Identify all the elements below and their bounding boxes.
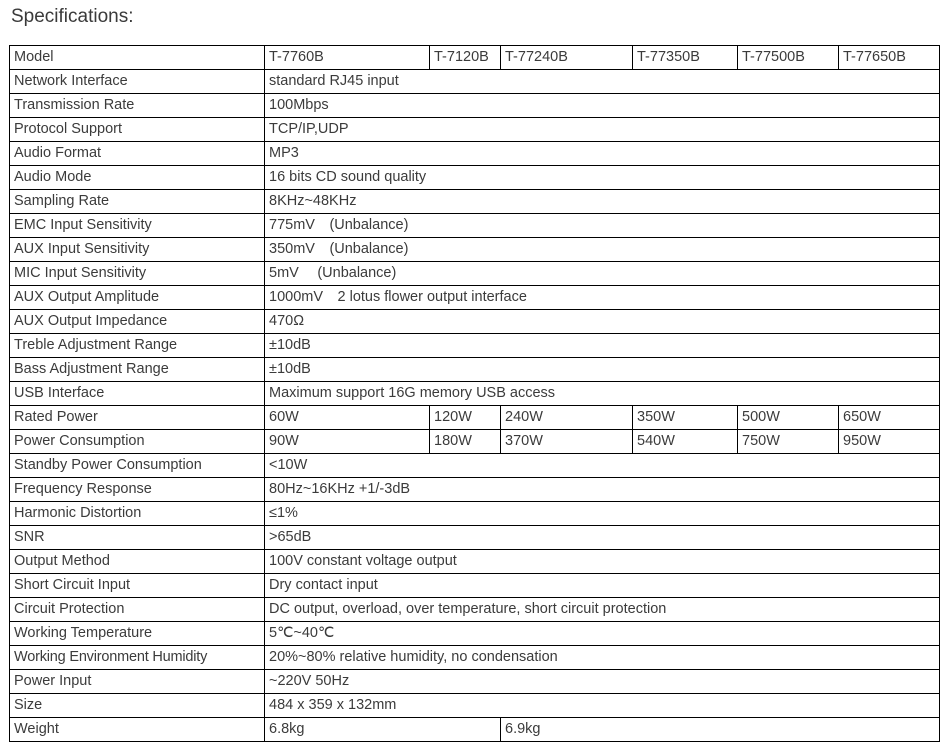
rated-power-cell-5: 500W (738, 406, 839, 430)
table-row-weight (10, 718, 940, 742)
table-row (10, 550, 940, 574)
table-row (10, 526, 940, 550)
table-row-rated-power (10, 406, 940, 430)
row-value: 1000mV 2 lotus flower output interface (265, 286, 940, 310)
table-row (10, 478, 940, 502)
table-row (10, 262, 940, 286)
row-label: EMC Input Sensitivity (10, 214, 265, 238)
row-value: 470Ω (265, 310, 940, 334)
table-row (10, 454, 940, 478)
table-row (10, 622, 940, 646)
row-label: Bass Adjustment Range (10, 358, 265, 382)
power-consumption-cell-6: 950W (839, 430, 940, 454)
row-value: ±10dB (265, 358, 940, 382)
row-value: Maximum support 16G memory USB access (265, 382, 940, 406)
row-label: Treble Adjustment Range (10, 334, 265, 358)
row-label: Network Interface (10, 70, 265, 94)
row-value: 775mV (Unbalance) (265, 214, 940, 238)
row-value: 100V constant voltage output (265, 550, 940, 574)
row-value: ±10dB (265, 334, 940, 358)
row-value: Dry contact input (265, 574, 940, 598)
row-label: Output Method (10, 550, 265, 574)
row-value: MP3 (265, 142, 940, 166)
row-label-power-consumption: Power Consumption (10, 430, 265, 454)
page-title: Specifications: (11, 6, 134, 27)
row-label: Audio Format (10, 142, 265, 166)
row-label: SNR (10, 526, 265, 550)
table-row (10, 358, 940, 382)
row-value: 16 bits CD sound quality (265, 166, 940, 190)
row-label: Transmission Rate (10, 94, 265, 118)
row-label: USB Interface (10, 382, 265, 406)
weight-cell-2: 6.9kg (501, 718, 940, 742)
row-label: AUX Output Impedance (10, 310, 265, 334)
row-label: AUX Input Sensitivity (10, 238, 265, 262)
rated-power-cell-6: 650W (839, 406, 940, 430)
row-label: Working Environment Humidity (10, 646, 265, 670)
row-value: standard RJ45 input (265, 70, 940, 94)
table-row (10, 214, 940, 238)
row-value: 484 x 359 x 132mm (265, 694, 940, 718)
specifications-table-body (10, 46, 940, 742)
row-label-rated-power: Rated Power (10, 406, 265, 430)
table-row (10, 166, 940, 190)
row-label-weight: Weight (10, 718, 265, 742)
row-label: Sampling Rate (10, 190, 265, 214)
model-cell-5: T-77500B (738, 46, 839, 70)
table-row (10, 94, 940, 118)
row-label: Power Input (10, 670, 265, 694)
row-value: ≤1% (265, 502, 940, 526)
table-row (10, 382, 940, 406)
row-label: Size (10, 694, 265, 718)
row-label: Audio Mode (10, 166, 265, 190)
row-label: Harmonic Distortion (10, 502, 265, 526)
model-cell-6: T-77650B (839, 46, 940, 70)
row-value: 100Mbps (265, 94, 940, 118)
rated-power-cell-4: 350W (633, 406, 738, 430)
table-row (10, 190, 940, 214)
table-row (10, 334, 940, 358)
row-label: Circuit Protection (10, 598, 265, 622)
table-row (10, 238, 940, 262)
model-cell-4: T-77350B (633, 46, 738, 70)
row-value: >65dB (265, 526, 940, 550)
row-label: MIC Input Sensitivity (10, 262, 265, 286)
row-value: 350mV (Unbalance) (265, 238, 940, 262)
row-value: DC output, overload, over temperature, short circuit protection (265, 598, 940, 622)
row-label-model: Model (10, 46, 265, 70)
row-value: 8KHz~48KHz (265, 190, 940, 214)
row-label: Standby Power Consumption (10, 454, 265, 478)
model-cell-3: T-77240B (501, 46, 633, 70)
table-row (10, 694, 940, 718)
table-row (10, 598, 940, 622)
table-row (10, 502, 940, 526)
table-row-model (10, 46, 940, 70)
row-value: 20%~80% relative humidity, no condensation (265, 646, 940, 670)
power-consumption-cell-1: 90W (265, 430, 430, 454)
table-row (10, 118, 940, 142)
row-label: Working Temperature (10, 622, 265, 646)
power-consumption-cell-4: 540W (633, 430, 738, 454)
rated-power-cell-2: 120W (430, 406, 501, 430)
weight-cell-1: 6.8kg (265, 718, 501, 742)
row-value: <10W (265, 454, 940, 478)
table-row-power-consumption (10, 430, 940, 454)
row-value: 5mV (Unbalance) (265, 262, 940, 286)
table-row (10, 670, 940, 694)
power-consumption-cell-5: 750W (738, 430, 839, 454)
row-label: Short Circuit Input (10, 574, 265, 598)
power-consumption-cell-2: 180W (430, 430, 501, 454)
specifications-table (9, 45, 940, 742)
row-label: Frequency Response (10, 478, 265, 502)
row-label: Protocol Support (10, 118, 265, 142)
model-cell-1: T-7760B (265, 46, 430, 70)
model-cell-2: T-7120B (430, 46, 501, 70)
table-row (10, 574, 940, 598)
row-label: AUX Output Amplitude (10, 286, 265, 310)
row-value: TCP/IP,UDP (265, 118, 940, 142)
table-row (10, 70, 940, 94)
specifications-table-container (9, 45, 906, 742)
table-row (10, 286, 940, 310)
power-consumption-cell-3: 370W (501, 430, 633, 454)
rated-power-cell-3: 240W (501, 406, 633, 430)
table-row (10, 142, 940, 166)
row-value: 80Hz~16KHz +1/-3dB (265, 478, 940, 502)
table-row (10, 646, 940, 670)
rated-power-cell-1: 60W (265, 406, 430, 430)
table-row (10, 310, 940, 334)
row-value: ~220V 50Hz (265, 670, 940, 694)
row-value: 5℃~40℃ (265, 622, 940, 646)
